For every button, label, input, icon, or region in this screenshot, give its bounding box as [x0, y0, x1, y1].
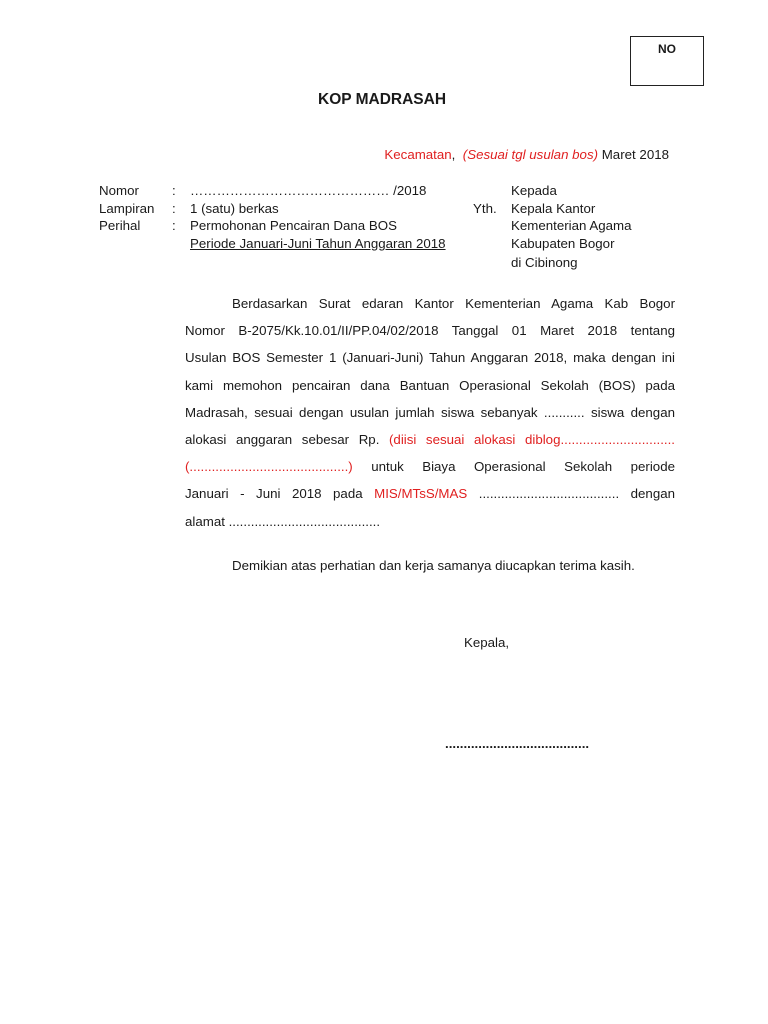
lampiran-value: 1 (satu) berkas	[190, 201, 279, 216]
body-line-4: kami memohon pencairan dana Bantuan Operasional Sekolah (BOS) pada	[185, 377, 675, 393]
number-box	[630, 36, 704, 86]
body-line-6	[185, 426, 675, 453]
nomor-label: Nomor	[99, 183, 139, 198]
letterhead-title: KOP MADRASAH	[318, 91, 447, 108]
body-line-7	[185, 453, 675, 480]
closing-sentence: Demikian atas perhatian dan kerja samanya diucapkan terima kasih.	[232, 558, 635, 573]
allocation-placeholder: (diisi sesuai alokasi diblog...............................	[389, 432, 675, 448]
date-line	[384, 146, 669, 164]
madrasah-type-placeholder: MIS/MTsS/MAS	[374, 486, 468, 502]
perihal-value-line1: Permohonan Pencairan Dana BOS	[190, 218, 397, 233]
body-line-7-text: untuk Biaya Operasional Sekolah periode	[371, 459, 675, 475]
body-paragraph	[185, 290, 675, 535]
perihal-value-line2: Periode Januari-Juni Tahun Anggaran 2018	[190, 236, 446, 251]
body-line-8-text: Januari - Juni 2018 pada	[185, 486, 363, 502]
recipient-line-5: di Cibinong	[511, 255, 578, 270]
recipient-line-1: Kepada	[511, 183, 557, 198]
perihal-label: Perihal	[99, 218, 141, 233]
nomor-value: ……………………………………… /2018	[190, 183, 427, 198]
body-line-1: Berdasarkan Surat edaran Kantor Kementerian Agama Kab Bogor	[232, 296, 675, 311]
place-placeholder: Kecamatan	[384, 147, 452, 162]
body-line-6-text: alokasi anggaran sebesar Rp.	[185, 432, 380, 448]
body-line-2: Nomor B-2075/Kk.10.01/II/PP.04/02/2018 Tanggal 01 Maret 2018 tentang	[185, 323, 675, 339]
number-label: NO	[658, 42, 676, 56]
nomor-colon: :	[172, 183, 176, 198]
signature-title: Kepala,	[464, 635, 510, 650]
recipient-line-4: Kabupaten Bogor	[511, 236, 615, 251]
body-line-8	[185, 480, 675, 507]
lampiran-colon: :	[172, 201, 176, 216]
amount-words-placeholder: (...........................................)	[185, 459, 353, 475]
body-line-8-tail: ...................................... dengan	[478, 486, 676, 502]
body-line-3: Usulan BOS Semester 1 (Januari-Juni) Tahun Anggaran 2018, maka dengan ini	[185, 350, 675, 366]
perihal-colon: :	[172, 218, 176, 233]
body-line-5: Madrasah, sesuai dengan usulan jumlah siswa sebanyak ........... siswa dengan	[185, 404, 675, 420]
body-line-9: alamat .........................................	[185, 513, 381, 529]
date-hint: (Sesuai tgl usulan bos)	[462, 147, 599, 162]
recipient-line-3: Kementerian Agama	[511, 218, 632, 233]
yth-label: Yth.	[473, 201, 497, 216]
signature-name-line: .......................................	[445, 736, 590, 751]
date-comma: ,	[451, 147, 456, 162]
lampiran-label: Lampiran	[99, 201, 155, 216]
date-month-year: Maret 2018	[601, 147, 669, 162]
recipient-line-2: Kepala Kantor	[511, 201, 596, 216]
